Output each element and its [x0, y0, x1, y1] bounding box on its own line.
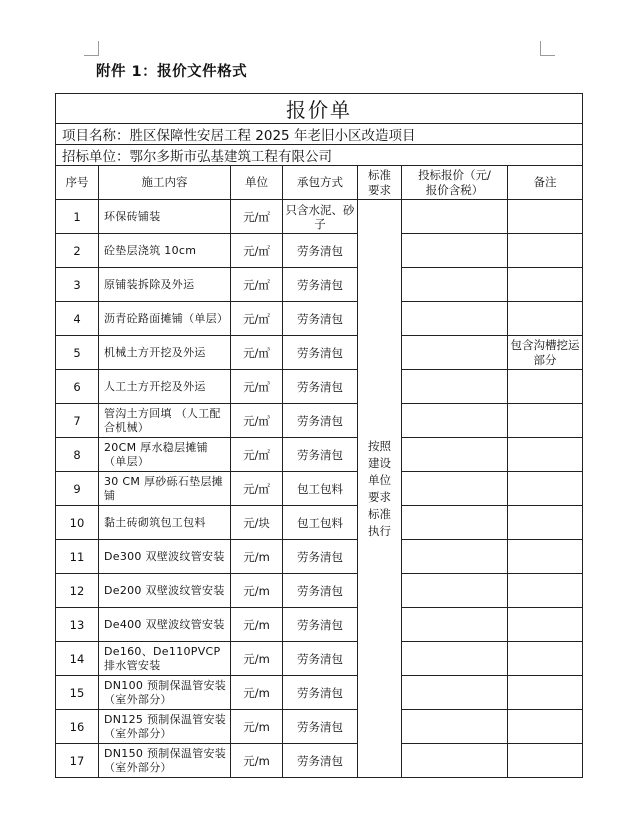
- row-note: 包含沟槽挖运部分: [508, 336, 583, 370]
- table-row: [56, 438, 583, 472]
- row-unit: 元/㎥: [231, 404, 283, 438]
- row-contract-way: 劳务清包: [283, 234, 358, 268]
- row-note: [508, 676, 583, 710]
- row-unit: 元/m: [231, 574, 283, 608]
- table-row: [56, 676, 583, 710]
- project-name: 项目名称：胜区保障性安居工程 2025 年老旧小区改造项目: [56, 124, 583, 145]
- row-note: [508, 506, 583, 540]
- row-unit: 元/㎥: [231, 370, 283, 404]
- row-note: [508, 540, 583, 574]
- row-contract-way: 劳务清包: [283, 404, 358, 438]
- row-seq: 12: [56, 574, 99, 608]
- row-unit: 元/m: [231, 676, 283, 710]
- row-content: 20CM 厚水稳层摊铺（单层）: [99, 438, 231, 472]
- row-content: 原铺装拆除及外运: [99, 268, 231, 302]
- bid-price-cell[interactable]: [402, 574, 508, 608]
- row-content: DN150 预制保温管安装 （室外部分）: [99, 744, 231, 778]
- row-seq: 1: [56, 200, 99, 234]
- row-contract-way: 劳务清包: [283, 608, 358, 642]
- bid-price-cell[interactable]: [402, 744, 508, 778]
- bid-price-cell[interactable]: [402, 540, 508, 574]
- row-contract-way: 劳务清包: [283, 438, 358, 472]
- bid-price-cell[interactable]: [402, 438, 508, 472]
- row-note: [508, 404, 583, 438]
- header-content: 施工内容: [99, 166, 231, 200]
- row-content: De300 双壁波纹管安装: [99, 540, 231, 574]
- row-contract-way: 劳务清包: [283, 676, 358, 710]
- row-contract-way: 劳务清包: [283, 370, 358, 404]
- row-content: De400 双壁波纹管安装: [99, 608, 231, 642]
- row-content: 沥青砼路面摊铺（单层）: [99, 302, 231, 336]
- row-contract-way: 劳务清包: [283, 302, 358, 336]
- row-content: 机械土方开挖及外运: [99, 336, 231, 370]
- row-content: 砼垫层浇筑 10cm: [99, 234, 231, 268]
- bid-price-cell[interactable]: [402, 200, 508, 234]
- row-unit: 元/㎡: [231, 200, 283, 234]
- page-corner-mark-left: [84, 41, 99, 56]
- header-bid-price: 投标报价（元/报价含税）: [402, 166, 508, 200]
- quote-table: [55, 93, 583, 778]
- row-contract-way: 劳务清包: [283, 710, 358, 744]
- row-unit: 元/m: [231, 608, 283, 642]
- table-row: [56, 744, 583, 778]
- row-unit: 元/㎡: [231, 234, 283, 268]
- bid-price-cell[interactable]: [402, 302, 508, 336]
- header-unit: 单位: [231, 166, 283, 200]
- row-unit: 元/㎡: [231, 472, 283, 506]
- table-row: [56, 540, 583, 574]
- row-note: [508, 370, 583, 404]
- table-row: [56, 370, 583, 404]
- row-unit: 元/㎡: [231, 268, 283, 302]
- row-content: De200 双壁波纹管安装: [99, 574, 231, 608]
- table-row: [56, 710, 583, 744]
- row-contract-way: 劳务清包: [283, 574, 358, 608]
- bid-price-cell[interactable]: [402, 642, 508, 676]
- row-note: [508, 200, 583, 234]
- row-contract-way: 劳务清包: [283, 744, 358, 778]
- row-content: 环保砖铺装: [99, 200, 231, 234]
- bid-price-cell[interactable]: [402, 268, 508, 302]
- header-note: 备注: [508, 166, 583, 200]
- bid-price-cell[interactable]: [402, 336, 508, 370]
- row-content: 人工土方开挖及外运: [99, 370, 231, 404]
- row-note: [508, 642, 583, 676]
- row-unit: 元/m: [231, 642, 283, 676]
- page-corner-mark-right: [540, 41, 555, 56]
- row-seq: 8: [56, 438, 99, 472]
- row-content: 黏土砖砌筑包工包料: [99, 506, 231, 540]
- attachment-title: 附件 1：报价文件格式: [96, 64, 248, 80]
- row-seq: 11: [56, 540, 99, 574]
- row-note: [508, 302, 583, 336]
- row-seq: 6: [56, 370, 99, 404]
- row-content: 管沟土方回填 （人工配合机械）: [99, 404, 231, 438]
- row-contract-way: 只含水泥、砂子: [283, 200, 358, 234]
- bid-price-cell[interactable]: [402, 506, 508, 540]
- row-note: [508, 438, 583, 472]
- row-contract-way: 劳务清包: [283, 336, 358, 370]
- row-seq: 2: [56, 234, 99, 268]
- bid-price-cell[interactable]: [402, 710, 508, 744]
- row-seq: 4: [56, 302, 99, 336]
- table-header-row: [56, 166, 583, 200]
- table-row: [56, 574, 583, 608]
- row-note: [508, 234, 583, 268]
- row-seq: 15: [56, 676, 99, 710]
- header-seq: 序号: [56, 166, 99, 200]
- row-contract-way: 劳务清包: [283, 642, 358, 676]
- row-contract-way: 包工包料: [283, 506, 358, 540]
- row-contract-way: 劳务清包: [283, 540, 358, 574]
- table-row: [56, 234, 583, 268]
- bid-price-cell[interactable]: [402, 676, 508, 710]
- standard-requirement: 按照建设单位要求标准执行: [358, 200, 402, 778]
- bid-price-cell[interactable]: [402, 404, 508, 438]
- row-content: De160、De110PVCP 排水管安装: [99, 642, 231, 676]
- table-row: [56, 608, 583, 642]
- row-seq: 9: [56, 472, 99, 506]
- row-contract-way: 劳务清包: [283, 268, 358, 302]
- table-row: [56, 200, 583, 234]
- row-unit: 元/㎥: [231, 336, 283, 370]
- bid-price-cell[interactable]: [402, 608, 508, 642]
- row-unit: 元/m: [231, 744, 283, 778]
- row-seq: 10: [56, 506, 99, 540]
- bid-price-cell[interactable]: [402, 234, 508, 268]
- header-standard: 标准要求: [358, 166, 402, 200]
- header-contract-way: 承包方式: [283, 166, 358, 200]
- quote-title: 报价单: [56, 94, 583, 124]
- table-row: [56, 268, 583, 302]
- row-seq: 5: [56, 336, 99, 370]
- bid-price-cell[interactable]: [402, 370, 508, 404]
- row-seq: 7: [56, 404, 99, 438]
- row-seq: 13: [56, 608, 99, 642]
- row-content: 30 CM 厚砂砾石垫层摊铺: [99, 472, 231, 506]
- table-row: [56, 642, 583, 676]
- row-note: [508, 744, 583, 778]
- table-row: [56, 404, 583, 438]
- table-row: [56, 336, 583, 370]
- row-seq: 14: [56, 642, 99, 676]
- row-content: DN100 预制保温管安装 （室外部分）: [99, 676, 231, 710]
- row-unit: 元/㎡: [231, 302, 283, 336]
- row-unit: 元/m: [231, 540, 283, 574]
- row-seq: 3: [56, 268, 99, 302]
- row-seq: 17: [56, 744, 99, 778]
- bid-price-cell[interactable]: [402, 472, 508, 506]
- tender-unit: 招标单位：鄂尔多斯市弘基建筑工程有限公司: [56, 145, 583, 166]
- row-seq: 16: [56, 710, 99, 744]
- row-note: [508, 608, 583, 642]
- table-row: [56, 302, 583, 336]
- row-unit: 元/块: [231, 506, 283, 540]
- table-row: [56, 472, 583, 506]
- row-note: [508, 472, 583, 506]
- row-content: DN125 预制保温管安装（室外部分）: [99, 710, 231, 744]
- row-unit: 元/㎡: [231, 438, 283, 472]
- row-note: [508, 710, 583, 744]
- row-note: [508, 268, 583, 302]
- row-note: [508, 574, 583, 608]
- table-row: [56, 506, 583, 540]
- row-unit: 元/m: [231, 710, 283, 744]
- row-contract-way: 包工包料: [283, 472, 358, 506]
